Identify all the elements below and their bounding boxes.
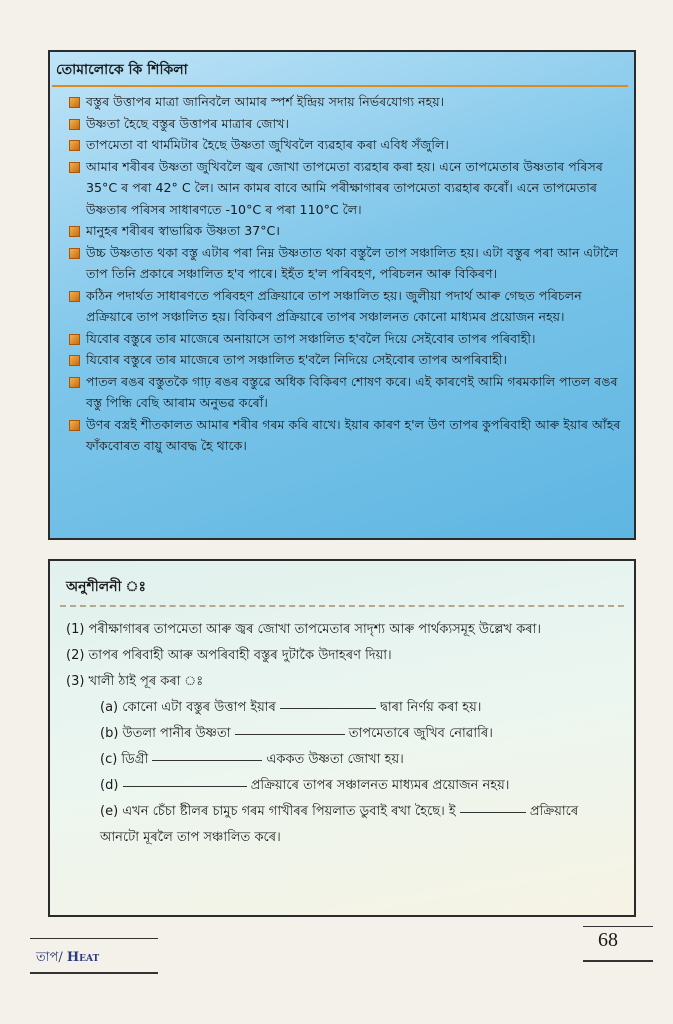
exercise-divider bbox=[60, 605, 624, 607]
footer-rule-top bbox=[30, 938, 158, 939]
summary-point-text: পাতল ৰঙৰ বস্তুতকৈ গাঢ় ৰঙৰ বস্তুৱে অধিক বিকিৰণ শোষণ কৰে। এই কাৰণেই আমি গৰমকালি পাতল ৰঙৰ বস্তু পিন্ধি বেছি আৰাম অনুভৱ কৰোঁ। bbox=[86, 373, 618, 410]
blank-line-b bbox=[235, 733, 345, 735]
fill-blank-c bbox=[66, 747, 620, 773]
summary-title: তোমালোকে কি শিকিলা bbox=[56, 62, 188, 78]
fill-blank-b-suffix: তাপমেতাৰে জুখিব নোৱাৰি। bbox=[348, 726, 493, 741]
square-bullet-icon bbox=[69, 162, 80, 173]
square-bullet-icon bbox=[69, 334, 80, 345]
fill-blank-e-suffix: প্ৰক্ৰিয়াৰে আনটো মূৰলৈ তাপ সঞ্চালিত কৰে। bbox=[100, 804, 579, 845]
blank-line-c bbox=[152, 759, 262, 761]
summary-point bbox=[62, 414, 622, 457]
page-number: 68 bbox=[598, 929, 618, 951]
summary-point-text: যিবোৰ বস্তুৰে তাৰ মাজেৰে তাপ সঞ্চালিত হ'বলৈ নিদিয়ে সেইবোৰ তাপৰ অপৰিবাহী। bbox=[86, 352, 507, 367]
fill-blank-a-suffix: দ্বাৰা নিৰ্ণয় কৰা হয়। bbox=[380, 700, 482, 715]
square-bullet-icon bbox=[69, 119, 80, 130]
square-bullet-icon bbox=[69, 291, 80, 302]
square-bullet-icon bbox=[69, 355, 80, 366]
blank-line-e bbox=[460, 811, 526, 813]
square-bullet-icon bbox=[69, 226, 80, 237]
fill-blank-e bbox=[100, 799, 620, 851]
fill-blank-d bbox=[66, 773, 620, 799]
square-bullet-icon bbox=[69, 97, 80, 108]
exercise-box bbox=[48, 559, 636, 917]
summary-point bbox=[62, 349, 622, 371]
summary-point bbox=[62, 156, 622, 221]
footer-chapter-assamese: তাপ/ bbox=[36, 950, 63, 965]
summary-point bbox=[62, 285, 622, 328]
fill-blank-e-prefix: (e) এখন চেঁচা ষ্টীলৰ চামুচ গৰম গাখীৰৰ পিয়লাত ডুবাই ৰখা হৈছে। ই bbox=[100, 804, 456, 819]
square-bullet-icon bbox=[69, 248, 80, 259]
summary-point bbox=[62, 242, 622, 285]
footer-chapter-label bbox=[36, 948, 99, 969]
fill-blank-b-prefix: (b) উতলা পানীৰ উষ্ণতা bbox=[100, 726, 231, 741]
summary-point-text: তাপমেতা বা থাৰ্মমিটাৰ হৈছে উষ্ণতা জুখিবলৈ ব্যৱহাৰ কৰা এবিধ সঁজুলি। bbox=[86, 137, 449, 152]
question-2: (2) তাপৰ পৰিবাহী আৰু অপৰিবাহী বস্তুৰ দুটাকৈ উদাহৰণ দিয়া। bbox=[66, 648, 392, 663]
fill-blank-a bbox=[66, 695, 620, 721]
fill-blank-c-suffix: এককত উষ্ণতা জোখা হয়। bbox=[266, 752, 404, 767]
summary-point bbox=[62, 91, 622, 113]
question-1: (1) পৰীক্ষাগাৰৰ তাপমেতা আৰু জ্বৰ জোখা তাপমেতাৰ সাদৃশ্য আৰু পাৰ্থক্যসমূহ উল্লেখ কৰা। bbox=[66, 622, 542, 637]
page-number-rule-bottom bbox=[583, 960, 653, 962]
summary-box bbox=[48, 50, 636, 540]
footer-chapter-english: Heat bbox=[66, 950, 100, 965]
footer-rule-bottom bbox=[30, 972, 158, 974]
page-number-rule-top bbox=[583, 926, 653, 927]
summary-point bbox=[62, 220, 622, 242]
summary-point-text: উষ্ণতা হৈছে বস্তুৰ উত্তাপৰ মাত্ৰাৰ জোখ। bbox=[86, 115, 289, 131]
summary-point-text: উণৰ বস্ত্ৰই শীতকালত আমাৰ শৰীৰ গৰম কৰি ৰাখে। ইয়াৰ কাৰণ হ'ল উণ তাপৰ কুপৰিবাহী আৰু ইয়াৰ আঁহৰ ফাঁকবোৰত বায়ু আবদ্ধ হৈ থাকে। bbox=[86, 416, 621, 453]
summary-point-text: বস্তুৰ উত্তাপৰ মাত্ৰা জানিবলৈ আমাৰ স্পৰ্শ ইন্দ্ৰিয় সদায় নিৰ্ভৰযোগ্য নহয়। bbox=[86, 94, 445, 109]
blank-line-a bbox=[280, 707, 376, 709]
summary-point-text: উচ্চ উষ্ণতাত থকা বস্তু এটাৰ পৰা নিম্ন উষ্ণতাত থকা বস্তুলৈ তাপ সঞ্চালিত হয়। এটা বস্তুৰ পৰা আন এটালৈ তাপ তিনি প্ৰকাৰে সঞ্চালিত হ'ব পাৰে। ইহঁত হ'ল পৰিবহণ, পৰিচলন আৰু বিকিৰণ। bbox=[86, 244, 619, 281]
square-bullet-icon bbox=[69, 140, 80, 151]
square-bullet-icon bbox=[69, 420, 80, 431]
square-bullet-icon bbox=[69, 377, 80, 388]
summary-point bbox=[62, 371, 622, 414]
blank-line-d bbox=[123, 785, 247, 787]
fill-blank-d-suffix: প্ৰক্ৰিয়াৰে তাপৰ সঞ্চালনত মাধ্যমৰ প্ৰয়োজন নহয়। bbox=[250, 778, 510, 793]
fill-blank-a-prefix: (a) কোনো এটা বস্তুৰ উত্তাপ ইয়াৰ bbox=[100, 700, 276, 715]
summary-point-text: যিবোৰ বস্তুৰে তাৰ মাজেৰে অনায়াসে তাপ সঞ্চালিত হ'বলৈ দিয়ে সেইবোৰ তাপৰ পৰিবাহী। bbox=[86, 330, 536, 346]
fill-blank-b bbox=[66, 721, 620, 747]
exercise-title: অনুশীলনী ঃ bbox=[66, 579, 147, 595]
summary-point-text: কঠিন পদাৰ্থত সাধাৰণতে পৰিবহণ প্ৰক্ৰিয়াৰে তাপ সঞ্চালিত হয়। জুলীয়া পদাৰ্থ আৰু গেছত পৰিচলন প্ৰক্ৰিয়াৰে তাপ সঞ্চালিত হয়। বিকিৰণ প্ৰক্ৰিয়াৰে তাপৰ সঞ্চালনত কোনো মাধ্যমৰ প্ৰয়োজন নহয়। bbox=[86, 287, 582, 324]
title-divider bbox=[52, 85, 628, 87]
question-3: (3) খালী ঠাই পূৰ কৰা ঃ bbox=[66, 674, 204, 689]
summary-point-text: আমাৰ শৰীৰৰ উষ্ণতা জুখিবলৈ জ্বৰ জোখা তাপমেতা ব্যৱহাৰ কৰা হয়। এনে তাপমেতাৰ উষ্ণতাৰ পৰিসৰ 35°C ৰ পৰা 42° C লৈ। আন কামৰ বাবে আমি পৰীক্ষাগাৰৰ তাপমেতা ব্যৱহাৰ কৰোঁ। এনে তাপমেতাৰ উষ্ণতাৰ পৰিসৰ সাধাৰণতে -10°C ৰ পৰা 110°C লৈ। bbox=[86, 158, 603, 217]
fill-blank-c-prefix: (c) ডিগ্ৰী bbox=[100, 752, 149, 767]
fill-blank-d-prefix: (d) bbox=[100, 778, 119, 793]
summary-point bbox=[62, 134, 622, 156]
summary-point bbox=[62, 328, 622, 350]
summary-points-list bbox=[62, 91, 622, 457]
summary-point-text: মানুহৰ শৰীৰৰ স্বাভাৱিক উষ্ণতা 37°C। bbox=[86, 223, 281, 238]
summary-point bbox=[62, 113, 622, 135]
